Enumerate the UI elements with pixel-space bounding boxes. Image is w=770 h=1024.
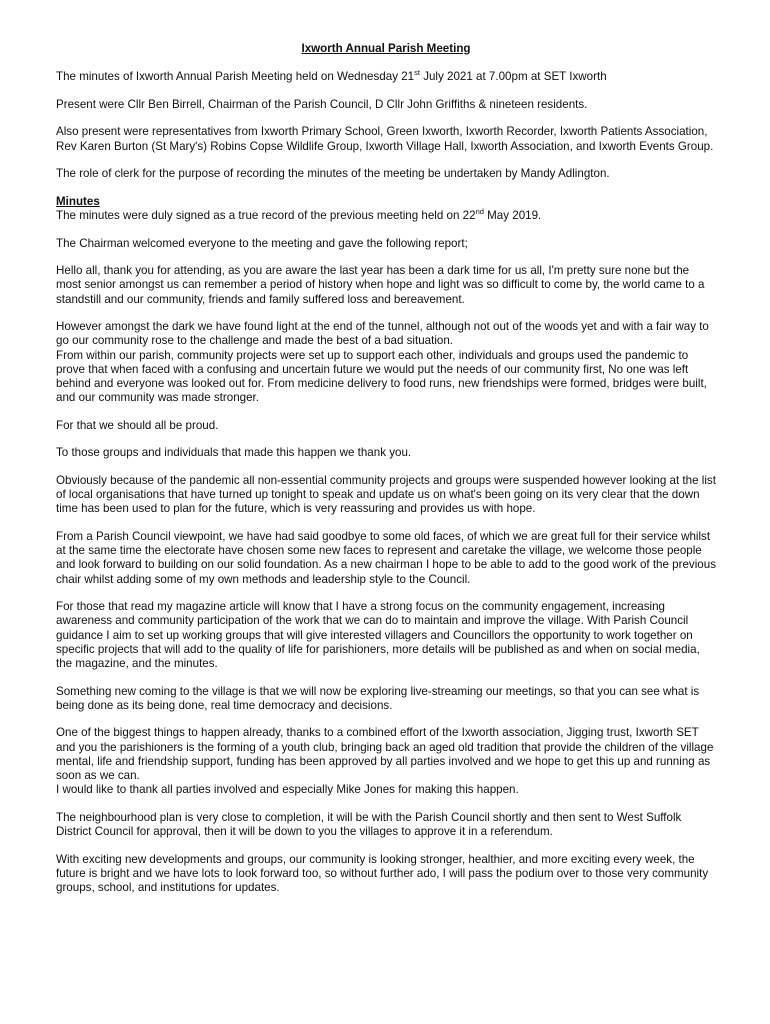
report-paragraph: Hello all, thank you for attending, as you are aware the last year has been a dark time for us all, I'm pretty sure none but the most senior amongst us can remember a period of history when hope and light was so difficult to come by, the world came to a standstill and our community, friends and family suffered loss and bereavement.	[56, 264, 705, 306]
report-paragraph: For that we should all be proud.	[56, 418, 219, 432]
report-paragraph: From within our parish, community projects were set up to support each other, individuals and groups used the pandemic to prove that when faced with a confusing and uncertain future we would put the needs of our community first, No one was left behind and everyone was looked out for. From medicine delivery to food runs, new friendships were formed, bridges were built, and our community was made stronger.	[56, 348, 707, 405]
document-page	[56, 42, 716, 909]
minutes-heading: Minutes	[56, 194, 100, 208]
signed-text: The minutes were duly signed as a true record of the previous meeting held on 22	[56, 208, 476, 222]
report-paragraph: With exciting new developments and groups, our community is looking stronger, healthier, and more exciting every week, the future is bright and we have lots to look forward too, so without further ado, I will pass the podium over to those very community groups, school, and institutions for updates.	[56, 852, 709, 894]
signed-text-rest: May 2019.	[483, 208, 542, 222]
meeting-date-rest: July 2021 at 7.00pm at SET Ixworth	[419, 70, 607, 84]
report-paragraph: Something new coming to the village is that we will now be exploring live-streaming our meetings, so that you can see what is being done as its being done, real time democracy and decisions.	[56, 684, 700, 712]
also-present-paragraph: Also present were representatives from Ixworth Primary School, Green Ixworth, Ixworth Recorder, Ixworth Patients Association, Rev Karen Burton (St Mary's) Robins Copse Wildlife Group, Ixworth Village Hall, Ixworth Association, and Ixworth Events Group.	[56, 125, 714, 153]
report-paragraph: One of the biggest things to happen already, thanks to a combined effort of the Ixworth association, Jigging trust, Ixworth SET and you the parishioners is the forming of a youth club, bringing back an aged old tradition that provide the children of the village mental, life and friendship support, funding has been approved by all parties involved and we hope to get this up and running as soon as we can.	[56, 726, 714, 782]
report-paragraph: The neighbourhood plan is very close to completion, it will be with the Parish Council shortly and then sent to West Suffolk District Council for approval, then it will be down to you the villages to approve it in a referendum.	[56, 810, 682, 838]
meeting-date-text: The minutes of Ixworth Annual Parish Meeting held on Wednesday 21	[56, 70, 415, 84]
report-paragraph: The Chairman welcomed everyone to the meeting and gave the following report;	[56, 236, 468, 250]
report-paragraph: For those that read my magazine article will know that I have a strong focus on the community engagement, increasing awareness and community participation of the work that we can do to maintain and improve the village. With Parish Council guidance I aim to set up working groups that will give interested villagers and Councillors the opportunity to work together on specific projects that will add to the quality of life for parishioners, more details will be published as and when on social media, the magazine, and the minutes.	[56, 600, 700, 670]
meeting-date-line	[56, 70, 716, 84]
date-ordinal-suffix: st	[414, 68, 420, 78]
report-paragraph: From a Parish Council viewpoint, we have had said goodbye to some old faces, of which we are great full for their service whilst at the same time the electorate have chosen some new faces to represent and caretake the village, we welcome those people and look forward to building on our solid foundation. As a new chairman I hope to be able to add to the good work of the previous chair whilst adding some of my own methods and leadership style to the Council.	[56, 529, 716, 586]
clerk-paragraph: The role of clerk for the purpose of recording the minutes of the meeting be undertaken by Mandy Adlington.	[56, 167, 610, 181]
report-paragraph: I would like to thank all parties involved and especially Mike Jones for making this happen.	[56, 783, 519, 797]
document-title: Ixworth Annual Parish Meeting	[301, 42, 471, 55]
report-paragraph: However amongst the dark we have found light at the end of the tunnel, although not out of the woods yet and with a fair way to go our community rose to the challenge and made the best of a bad situation.	[56, 320, 709, 348]
present-paragraph: Present were Cllr Ben Birrell, Chairman of the Parish Council, D Cllr John Griffiths & nineteen residents.	[56, 97, 588, 111]
report-paragraph: Obviously because of the pandemic all non-essential community projects and groups were suspended however looking at the list of local organisations that have turned up tonight to speak and update us on what's been going on its very clear that the down time has been used to plan for the future, which is very reassuring and provides us with hope.	[56, 473, 716, 516]
report-paragraph: To those groups and individuals that made this happen we thank you.	[56, 446, 412, 460]
signed-paragraph	[56, 209, 716, 223]
signed-ordinal-suffix: nd	[475, 207, 484, 217]
